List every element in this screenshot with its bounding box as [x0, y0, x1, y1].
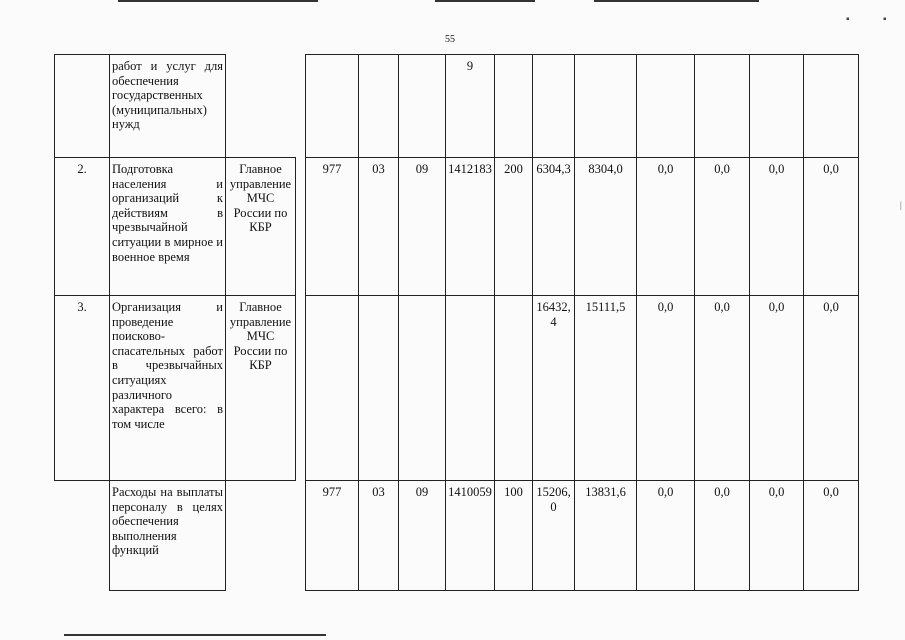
cell-value: 0,0 — [695, 296, 750, 481]
cell-gr — [306, 55, 359, 158]
table-row — [55, 296, 859, 481]
row-organization: Главное управление МЧС России по КБР — [226, 296, 296, 481]
cell-value: 0,0 — [637, 296, 695, 481]
cell-pr: 09 — [399, 158, 446, 296]
top-rule-left — [118, 0, 318, 2]
cell-vr: 200 — [495, 158, 533, 296]
top-rule-middle — [435, 0, 535, 2]
cell-value: 0,0 — [804, 296, 859, 481]
scan-mark: ▪ — [883, 14, 887, 25]
cell-value — [575, 55, 637, 158]
cell-value: 16432,4 — [533, 296, 575, 481]
cell-csr — [446, 296, 495, 481]
row-number: 2. — [55, 158, 110, 296]
table-row — [55, 55, 859, 158]
cell-csr: 1412183 — [446, 158, 495, 296]
cell-rz: 03 — [359, 158, 399, 296]
cell-value — [533, 55, 575, 158]
cell-gr: 977 — [306, 481, 359, 591]
row-organization — [226, 55, 296, 158]
row-number — [55, 55, 110, 158]
table-row — [55, 158, 859, 296]
cell-value: 6304,3 — [533, 158, 575, 296]
cell-value: 0,0 — [637, 481, 695, 591]
row-description: работ и услуг для обеспечения государственных (муниципальных) нужд — [110, 55, 226, 158]
cell-value: 0,0 — [750, 481, 804, 591]
row-organization — [226, 481, 296, 591]
cell-value: 15111,5 — [575, 296, 637, 481]
table-row — [55, 481, 859, 591]
cell-vr — [495, 296, 533, 481]
cell-value: 8304,0 — [575, 158, 637, 296]
cell-csr: 1410059 — [446, 481, 495, 591]
cell-value: 0,0 — [695, 481, 750, 591]
cell-rz — [359, 296, 399, 481]
budget-table — [54, 54, 859, 591]
cell-value: 0,0 — [637, 158, 695, 296]
cell-rz — [359, 55, 399, 158]
row-number — [55, 481, 110, 591]
cell-value: 15206,0 — [533, 481, 575, 591]
cell-value: 0,0 — [804, 481, 859, 591]
cell-vr: 100 — [495, 481, 533, 591]
cell-vr — [495, 55, 533, 158]
cell-pr — [399, 296, 446, 481]
cell-rz: 03 — [359, 481, 399, 591]
bottom-rule — [64, 634, 326, 636]
cell-pr: 09 — [399, 481, 446, 591]
cell-gr — [306, 296, 359, 481]
cell-value — [637, 55, 695, 158]
row-description: Расходы на выплаты персоналу в целях обеспечения выполнения функций — [110, 481, 226, 591]
scan-mark: | — [900, 200, 902, 210]
cell-csr: 9 — [446, 55, 495, 158]
scan-mark: ▪ — [846, 14, 850, 25]
cell-value: 13831,6 — [575, 481, 637, 591]
cell-gr: 977 — [306, 158, 359, 296]
top-rule-right — [594, 0, 759, 2]
cell-value: 0,0 — [750, 296, 804, 481]
row-description: Организация и проведение поисково-спасательных работ в чрезвычайных ситуациях различного характера всего: в том числе — [110, 296, 226, 481]
cell-value: 0,0 — [750, 158, 804, 296]
cell-value — [695, 55, 750, 158]
row-organization: Главное управление МЧС России по КБР — [226, 158, 296, 296]
page-number: 55 — [445, 34, 455, 45]
cell-pr — [399, 55, 446, 158]
cell-value — [804, 55, 859, 158]
cell-value — [750, 55, 804, 158]
cell-value: 0,0 — [804, 158, 859, 296]
row-description: Подготовка населения и организаций к действиям в чрезвычайной ситуации в мирное и военное время — [110, 158, 226, 296]
cell-value: 0,0 — [695, 158, 750, 296]
row-number: 3. — [55, 296, 110, 481]
